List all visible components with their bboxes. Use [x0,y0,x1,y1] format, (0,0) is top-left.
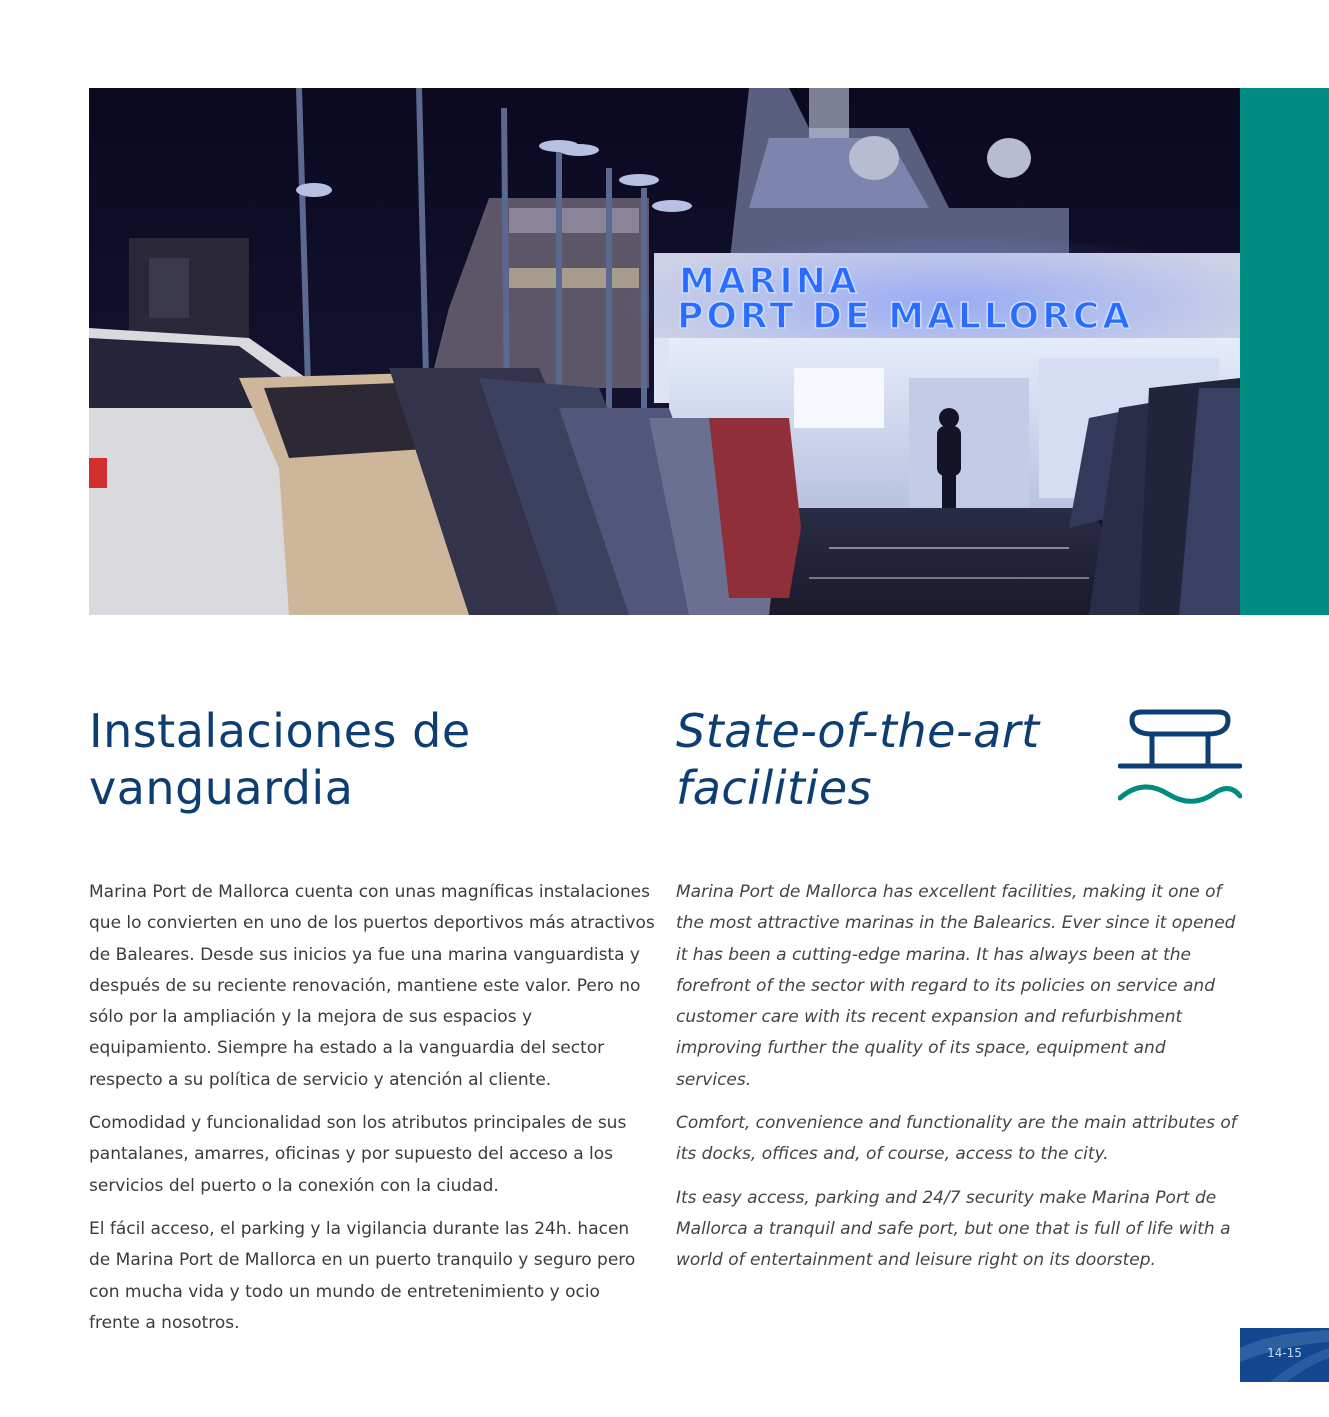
hero-photo [89,88,1240,615]
body-en-paragraph: Comfort, convenience and functionality are the main attributes of its docks, offices and, of course, access to the city. [676,1113,1237,1165]
page-number-badge [1240,1328,1329,1382]
body-en-paragraph: Marina Port de Mallorca has excellent facilities, making it one of the most attractive marinas in the Balearics. Ever since it opened it has been a cutting-edge marina. It has always been at the forefront of the sector with regard to its policies on service and customer care with its recent expansion and refurbishment improving further the quality of its space, equipment and services. [676,882,1236,1090]
body-es-paragraph: El fácil acceso, el parking y la vigilancia durante las 24h. hacen de Marina Port de Mallorca en un puerto tranquilo y seguro pero con mucha vida y todo un mundo de entretenimiento y ocio frente a nosotros. [89,1218,636,1333]
sign-port-de-mallorca: PORT DE MALLORCA [677,296,1134,337]
teal-accent-band [1240,88,1329,615]
heading-en-line2: facilities [676,761,873,815]
page-number: 14-15 [1267,1346,1302,1360]
heading-es-line2: vanguardia [89,761,354,815]
heading-english [676,703,1096,817]
body-english [676,877,1242,1289]
sign-marina: MARINA [679,261,860,302]
heading-en-line1: State-of-the-art [676,704,1040,758]
heading-spanish [89,703,609,817]
mooring-bollard-waves-icon [1118,708,1242,806]
heading-es-line1: Instalaciones de [89,704,471,758]
body-spanish [89,877,655,1351]
body-es-paragraph: Marina Port de Mallorca cuenta con unas magníficas instalaciones que lo convierten en uno de los puertos deportivos más atractivos de Baleares. Desde sus inicios ya fue una marina vanguardista y después de su reciente renovación, mantiene este valor. Pero no sólo por la ampliación y la mejora de sus espacios y equipamiento. Siempre ha estado a la vanguardia del sector respecto a su política de servicio y atención al cliente. [89,882,655,1090]
body-en-paragraph: Its easy access, parking and 24/7 security make Marina Port de Mallorca a tranquil and safe port, but one that is full of life with a world of entertainment and leisure right on its doorstep. [676,1187,1231,1271]
body-es-paragraph: Comodidad y funcionalidad son los atributos principales de sus pantalanes, amarres, oficinas y por supuesto del acceso a los servicios del puerto o la conexión con la ciudad. [89,1113,627,1196]
